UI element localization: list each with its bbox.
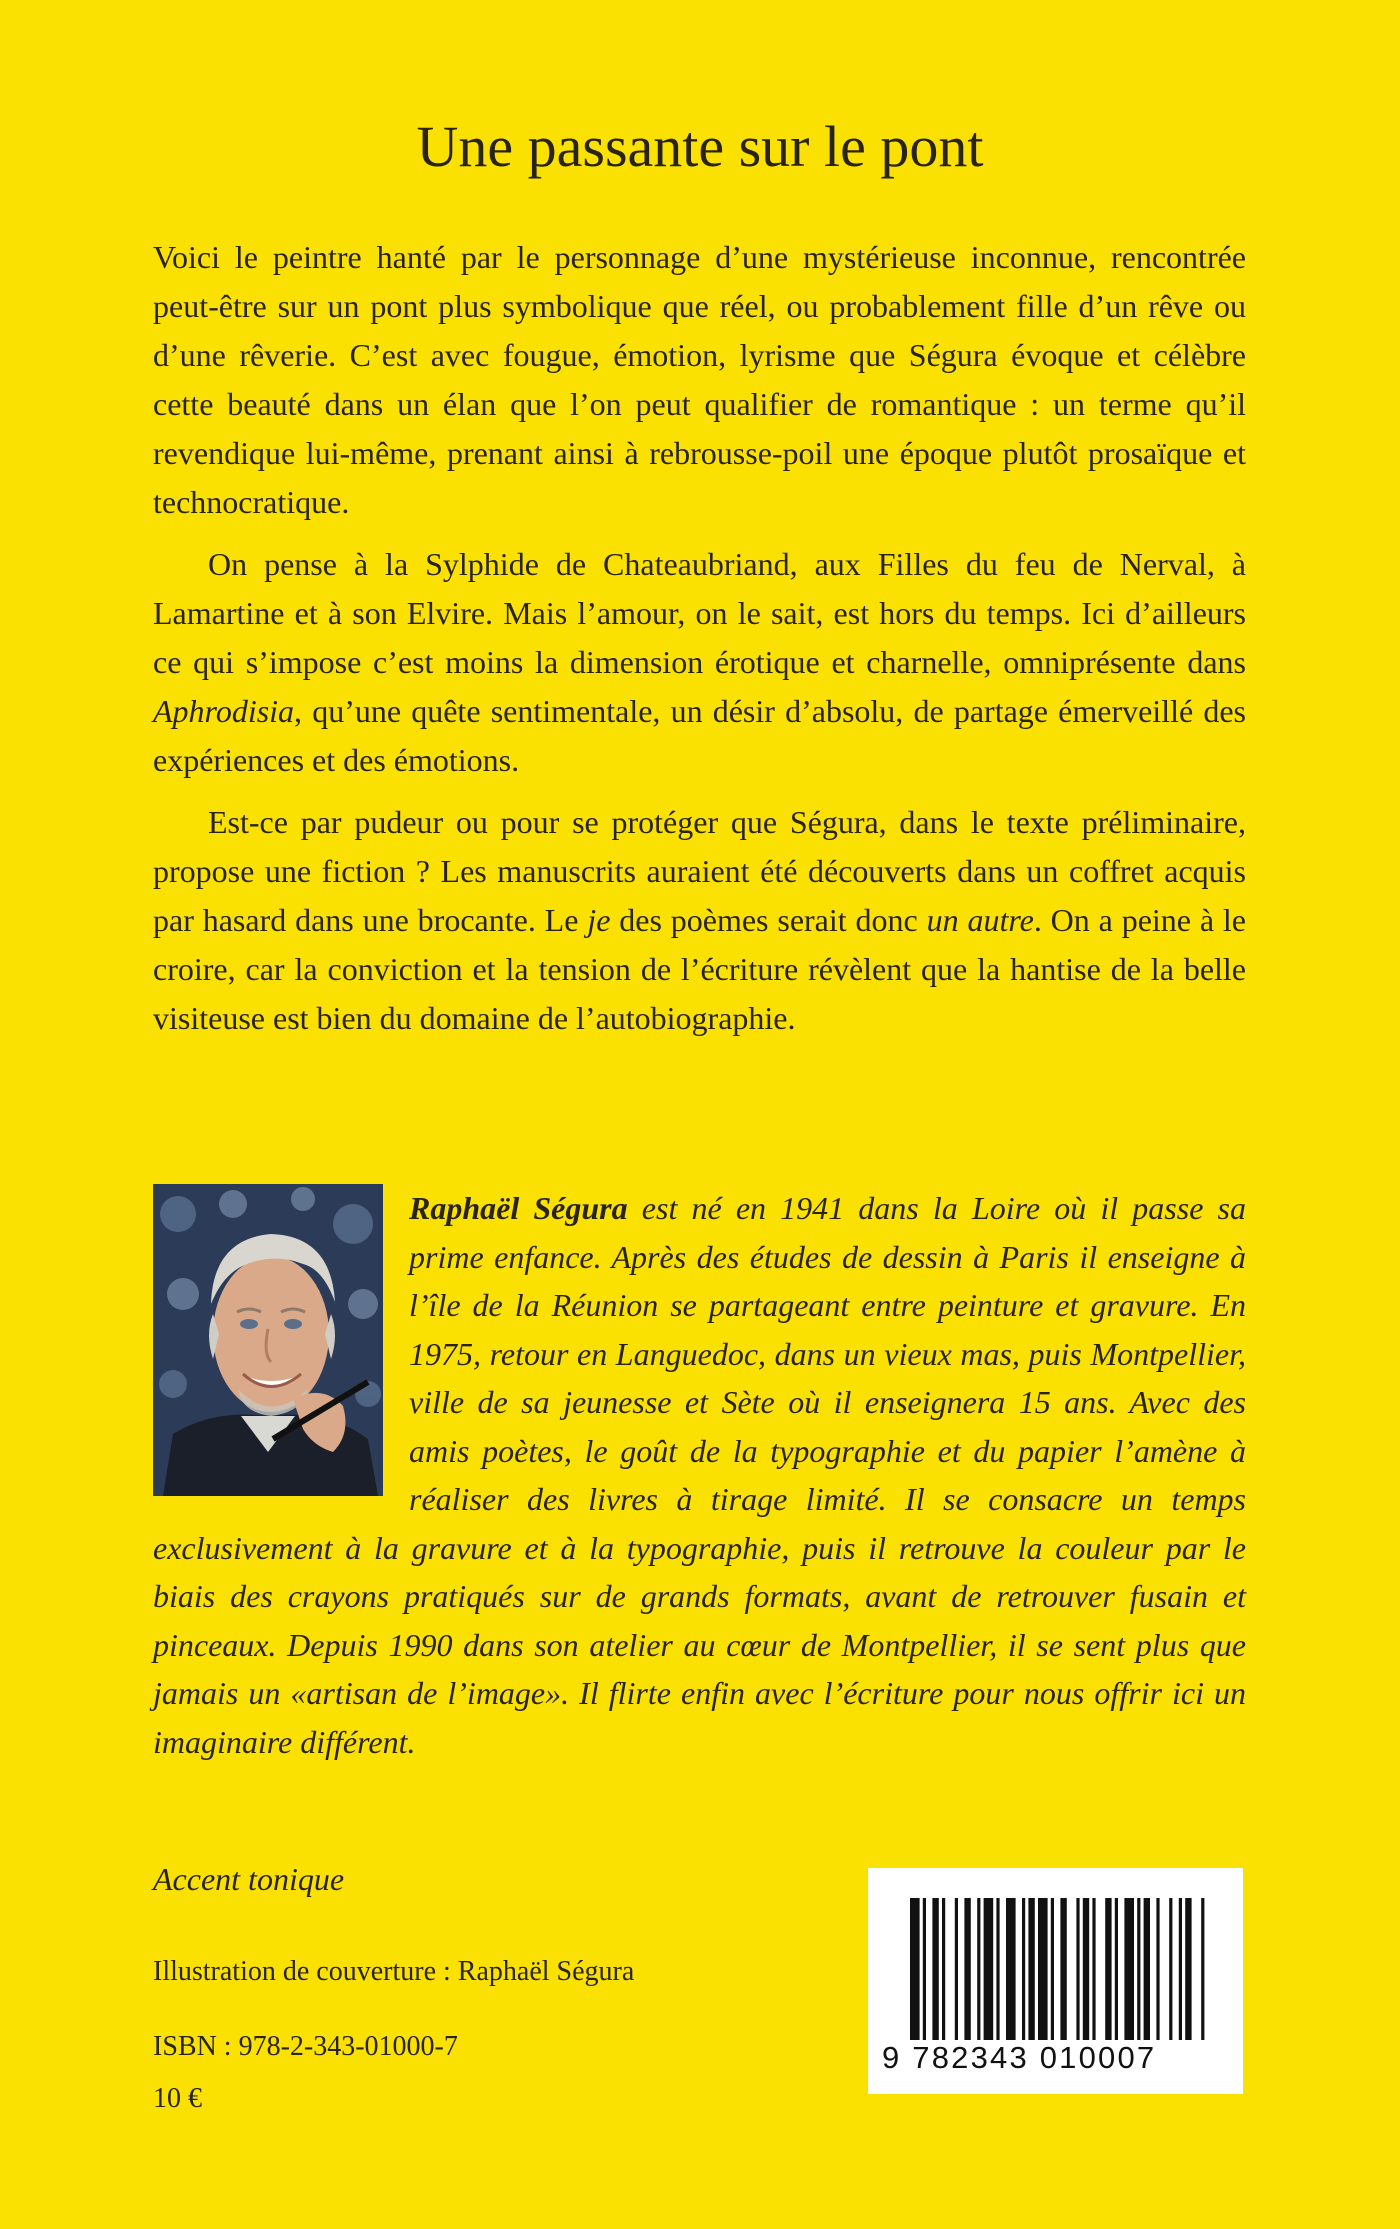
barcode-bar <box>1185 1898 1191 2040</box>
collection-name: Accent tonique <box>153 1861 345 1897</box>
barcode-bar <box>910 1898 920 2040</box>
blurb-paragraph-3-text-b: des poèmes serait donc <box>610 902 927 938</box>
barcode-bar <box>1124 1898 1134 2040</box>
barcode-bar <box>932 1898 938 2040</box>
emphasis-je: je <box>587 902 611 938</box>
barcode-bar <box>923 1898 926 2040</box>
blurb-paragraph-2 <box>153 540 1246 785</box>
book-title: Une passante sur le pont <box>416 114 984 179</box>
barcode-bar <box>1022 1898 1025 2040</box>
author-name: Raphaël Ségura <box>409 1190 628 1226</box>
blurb-paragraph-2-text-a: On pense à la Sylphide de Chateaubriand, aux Filles du feu de Nerval, à Lamartine et à son Elvire. Mais l’amour, on le sait, est hors du temps. Ici d’ailleurs ce qui s’impose c’est moins la dimension érotique et charnelle, omniprésente dans <box>153 546 1246 680</box>
back-cover-blurb <box>153 233 1246 1056</box>
book-reference-aphrodisia: Aphrodisia <box>153 693 295 729</box>
barcode-bar <box>1092 1898 1095 2040</box>
barcode-bar <box>1038 1898 1048 2040</box>
blurb-paragraph-3-text-c: . On a peine à le croire, car la conviction et la tension de l’écriture révèlent que la hantise de la belle visiteuse est bien du domaine de l’autobiographie. <box>153 902 1247 1036</box>
barcode-bar <box>1083 1898 1089 2040</box>
isbn: ISBN : 978-2-343-01000-7 <box>153 2031 458 2062</box>
author-biography-text: est né en 1941 dans la Loire où il passe sa prime enfance. Après des études de dessin à Paris il enseigne à l’île de la Réunion se partageant entre peinture et gravure. En 1975, retour en Languedoc, dans un vieux mas, puis Montpellier, ville de sa jeunesse et Sète où il enseignera 15 ans. Avec des amis poètes, le goût de la typographie et du papier l’amène à réaliser des livres à tirage limité. Il se consacre un temps exclusivement à la gravure et à la typographie, puis il retrouve la couleur par le biais des crayons pratiqués sur de grands formats, avant de retrouver fusain et pinceaux. Depuis 1990 dans son atelier au cœur de Montpellier, il se sent plus que jamais un «artisan de l’image». Il flirte enfin avec l’écriture pour nous offrir ici un imaginaire différent. <box>153 1190 1247 1760</box>
blurb-paragraph-1 <box>153 233 1246 527</box>
barcode-bar <box>1076 1898 1079 2040</box>
barcode-bar <box>1028 1898 1034 2040</box>
barcode-bar <box>1051 1898 1054 2040</box>
barcode-digits: 9 782343 010007 <box>882 2040 1157 2075</box>
barcode-bar <box>1156 1898 1159 2040</box>
barcode-bar <box>1060 1898 1066 2040</box>
barcode-bar <box>984 1898 994 2040</box>
blurb-paragraph-1-text: Voici le peintre hanté par le personnage d’une mystérieuse inconnue, rencontrée peut-être sur un pont plus symbolique que réel, ou probablement fille d’un rêve ou d’une rêverie. C’est avec fougue, émotion, lyrisme que Ségura évoque et célèbre cette beauté dans un élan que l’on peut qualifier de romantique : un terme qu’il revendique lui-même, prenant ainsi à rebrousse-poil une époque plutôt prosaïque et technocratique. <box>153 239 1246 520</box>
barcode-bar <box>1006 1898 1016 2040</box>
author-photo-spacer <box>153 1186 383 1498</box>
barcode-bar <box>1137 1898 1140 2040</box>
barcode-bar <box>1105 1898 1111 2040</box>
barcode-bar <box>942 1898 945 2040</box>
barcode-bar <box>1169 1898 1172 2040</box>
blurb-paragraph-3 <box>153 798 1246 1043</box>
barcode-bar <box>1201 1898 1204 2040</box>
cover-illustration-credit: Illustration de couverture : Raphaël Ségura <box>153 1956 635 1987</box>
barcode-bar <box>996 1898 999 2040</box>
emphasis-un-autre: un autre <box>926 902 1034 938</box>
price: 10 € <box>153 2083 202 2114</box>
barcode <box>868 1868 1243 2094</box>
barcode-bar <box>1115 1898 1118 2040</box>
blurb-paragraph-3-text-a: Est-ce par pudeur ou pour se protéger que Ségura, dans le texte préliminaire, propose une fiction ? Les manuscrits auraient été découverts dans un coffret acquis par hasard dans une brocante. Le <box>153 804 1246 938</box>
barcode-bar <box>955 1898 958 2040</box>
barcode-bar <box>964 1898 970 2040</box>
barcode-bar <box>1179 1898 1182 2040</box>
barcode-bar <box>977 1898 980 2040</box>
blurb-paragraph-2-text-b: , qu’une quête sentimentale, un désir d’absolu, de partage émerveillé des expériences et des émotions. <box>153 693 1246 778</box>
author-biography <box>153 1184 1246 1766</box>
barcode-bar <box>1144 1898 1150 2040</box>
